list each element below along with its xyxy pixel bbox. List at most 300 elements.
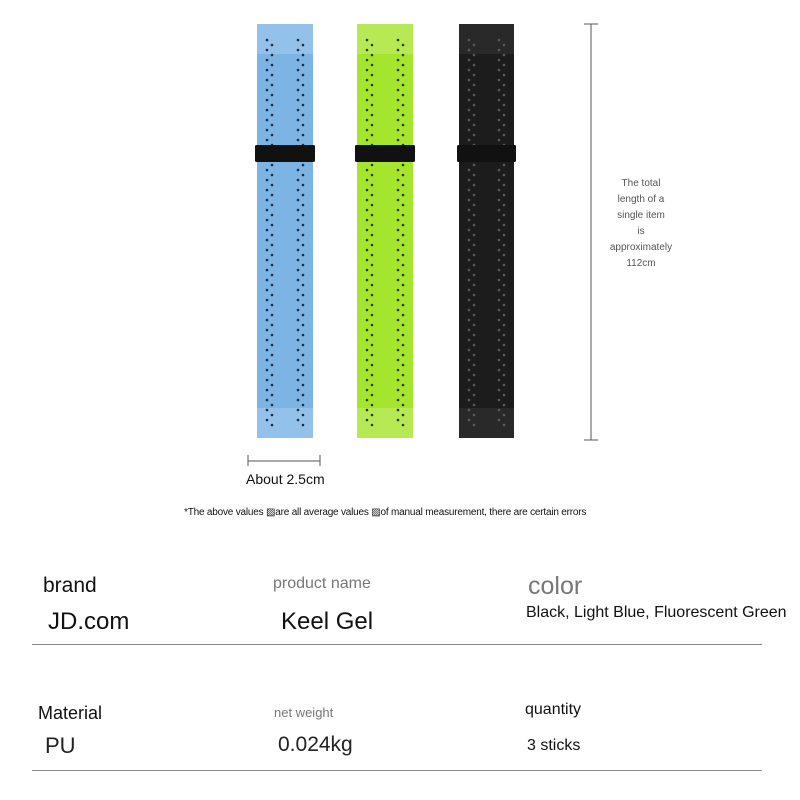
strap-perforation <box>271 264 274 267</box>
strap-perforation <box>397 309 400 312</box>
strap-perforation <box>266 299 269 302</box>
strap-perforation <box>266 419 269 422</box>
strap-perforation <box>371 54 374 57</box>
strap-perforation <box>302 94 305 97</box>
strap-perforation <box>503 354 506 357</box>
strap-perforation <box>498 339 501 342</box>
strap-perforation <box>498 49 501 52</box>
strap-perforation <box>266 199 269 202</box>
strap-perforation <box>271 404 274 407</box>
strap-perforation <box>468 379 471 382</box>
strap-perforation <box>468 399 471 402</box>
strap-perforation <box>366 179 369 182</box>
strap-perforation <box>302 224 305 227</box>
strap-perforation <box>473 134 476 137</box>
strap-perforation <box>498 379 501 382</box>
strap-perforation <box>498 69 501 72</box>
strap-perforation <box>366 219 369 222</box>
spec-divider-2 <box>32 770 762 771</box>
strap-perforation <box>397 379 400 382</box>
fluorescent-green-strap <box>355 24 415 438</box>
strap-perforation <box>371 364 374 367</box>
strap-perforation <box>473 44 476 47</box>
strap-perforation <box>271 294 274 297</box>
strap-perforation <box>468 359 471 362</box>
strap-perforation <box>503 364 506 367</box>
strap-bottom-end <box>357 408 413 438</box>
strap-perforation <box>503 124 506 127</box>
black-strap <box>457 24 516 438</box>
strap-perforation <box>266 349 269 352</box>
strap-perforation <box>371 284 374 287</box>
strap-perforation <box>473 104 476 107</box>
strap-perforation <box>498 399 501 402</box>
strap-perforation <box>371 234 374 237</box>
strap-perforation <box>468 189 471 192</box>
strap-perforation <box>302 124 305 127</box>
strap-perforation <box>266 259 269 262</box>
strap-perforation <box>366 419 369 422</box>
length-note-line: approximately <box>609 242 673 253</box>
strap-perforation <box>498 259 501 262</box>
strap-perforation <box>302 184 305 187</box>
strap-perforation <box>503 234 506 237</box>
strap-perforation <box>402 274 405 277</box>
strap-perforation <box>371 184 374 187</box>
strap-perforation <box>498 269 501 272</box>
strap-perforation <box>397 89 400 92</box>
quantity-label: quantity <box>525 701 582 718</box>
strap-top-end <box>459 24 514 54</box>
strap-perforation <box>402 54 405 57</box>
strap-perforation <box>302 114 305 117</box>
strap-perforation <box>402 264 405 267</box>
strap-perforation <box>402 244 405 247</box>
strap-perforation <box>297 269 300 272</box>
strap-perforation <box>402 94 405 97</box>
strap-perforation <box>402 174 405 177</box>
strap-perforation <box>302 244 305 247</box>
strap-fastening-band <box>457 145 516 162</box>
strap-perforation <box>503 264 506 267</box>
strap-perforation <box>503 94 506 97</box>
strap-perforation <box>366 349 369 352</box>
strap-perforation <box>266 69 269 72</box>
strap-perforation <box>366 299 369 302</box>
strap-perforation <box>468 249 471 252</box>
strap-perforation <box>468 369 471 372</box>
strap-perforation <box>468 259 471 262</box>
strap-top-end <box>357 24 413 54</box>
strap-perforation <box>366 189 369 192</box>
strap-perforation <box>302 64 305 67</box>
strap-perforation <box>366 379 369 382</box>
strap-perforation <box>498 119 501 122</box>
strap-perforation <box>397 69 400 72</box>
strap-perforation <box>371 214 374 217</box>
strap-perforation <box>503 374 506 377</box>
strap-perforation <box>468 89 471 92</box>
strap-perforation <box>366 409 369 412</box>
strap-perforation <box>297 279 300 282</box>
strap-perforation <box>473 124 476 127</box>
strap-perforation <box>498 79 501 82</box>
strap-perforation <box>473 344 476 347</box>
strap-perforation <box>473 374 476 377</box>
strap-perforation <box>366 39 369 42</box>
strap-perforation <box>503 294 506 297</box>
strap-perforation <box>473 384 476 387</box>
strap-perforation <box>473 234 476 237</box>
strap-perforation <box>473 314 476 317</box>
strap-body <box>257 24 313 438</box>
strap-perforation <box>473 194 476 197</box>
strap-perforation <box>473 334 476 337</box>
strap-perforation <box>266 179 269 182</box>
strap-perforation <box>371 134 374 137</box>
strap-bottom-end <box>459 408 514 438</box>
strap-perforation <box>271 194 274 197</box>
strap-perforation <box>498 59 501 62</box>
strap-perforation <box>402 84 405 87</box>
product-name-value: Keel Gel <box>281 608 374 635</box>
strap-perforation <box>366 49 369 52</box>
strap-perforation <box>397 129 400 132</box>
strap-perforation <box>397 259 400 262</box>
strap-perforation <box>397 199 400 202</box>
strap-perforation <box>302 264 305 267</box>
strap-perforation <box>371 414 374 417</box>
strap-perforation <box>271 274 274 277</box>
strap-perforation <box>271 44 274 47</box>
strap-perforation <box>397 249 400 252</box>
strap-perforation <box>468 349 471 352</box>
strap-perforation <box>473 224 476 227</box>
strap-perforation <box>302 404 305 407</box>
strap-perforation <box>402 44 405 47</box>
strap-perforation <box>468 269 471 272</box>
length-note-line: single item <box>617 210 665 221</box>
strap-perforation <box>503 164 506 167</box>
strap-perforation <box>271 54 274 57</box>
strap-perforation <box>473 174 476 177</box>
strap-perforation <box>498 419 501 422</box>
strap-perforation <box>302 54 305 57</box>
strap-perforation <box>498 129 501 132</box>
strap-perforation <box>503 214 506 217</box>
strap-perforation <box>468 99 471 102</box>
strap-perforation <box>498 239 501 242</box>
strap-perforation <box>468 79 471 82</box>
strap-perforation <box>473 84 476 87</box>
strap-perforation <box>302 344 305 347</box>
strap-perforation <box>302 194 305 197</box>
strap-perforation <box>371 304 374 307</box>
strap-perforation <box>366 119 369 122</box>
material-label: Material <box>38 703 103 723</box>
strap-perforation <box>397 119 400 122</box>
strap-perforation <box>271 424 274 427</box>
strap-perforation <box>297 399 300 402</box>
strap-perforation <box>297 259 300 262</box>
strap-perforation <box>468 289 471 292</box>
strap-perforation <box>397 269 400 272</box>
strap-perforation <box>266 279 269 282</box>
strap-perforation <box>503 394 506 397</box>
strap-perforation <box>397 319 400 322</box>
strap-perforation <box>371 264 374 267</box>
strap-perforation <box>397 339 400 342</box>
strap-perforation <box>266 249 269 252</box>
strap-perforation <box>402 334 405 337</box>
strap-perforation <box>503 54 506 57</box>
strap-perforation <box>297 109 300 112</box>
strap-perforation <box>271 74 274 77</box>
strap-perforation <box>302 304 305 307</box>
strap-perforation <box>402 214 405 217</box>
strap-body <box>459 24 514 438</box>
strap-perforation <box>402 344 405 347</box>
strap-perforation <box>302 384 305 387</box>
strap-perforation <box>297 359 300 362</box>
strap-perforation <box>402 114 405 117</box>
strap-perforation <box>266 89 269 92</box>
strap-perforation <box>473 364 476 367</box>
strap-perforation <box>473 94 476 97</box>
strap-perforation <box>297 409 300 412</box>
strap-perforation <box>498 279 501 282</box>
strap-perforation <box>498 139 501 142</box>
strap-fastening-band <box>255 145 315 162</box>
strap-perforation <box>473 404 476 407</box>
strap-perforation <box>297 59 300 62</box>
brand-value: JD.com <box>48 608 130 635</box>
strap-perforation <box>498 299 501 302</box>
strap-perforation <box>397 179 400 182</box>
net-weight-label: net weight <box>274 705 334 720</box>
strap-perforation <box>498 209 501 212</box>
strap-perforation <box>473 64 476 67</box>
strap-perforation <box>371 194 374 197</box>
strap-perforation <box>297 239 300 242</box>
strap-perforation <box>402 384 405 387</box>
strap-perforation <box>366 129 369 132</box>
strap-perforation <box>473 244 476 247</box>
strap-perforation <box>366 229 369 232</box>
strap-perforation <box>302 164 305 167</box>
strap-perforation <box>397 109 400 112</box>
strap-perforation <box>402 104 405 107</box>
strap-perforation <box>397 369 400 372</box>
strap-perforation <box>371 204 374 207</box>
strap-perforation <box>503 134 506 137</box>
strap-perforation <box>297 299 300 302</box>
brand-label: brand <box>43 574 97 597</box>
strap-perforation <box>402 374 405 377</box>
strap-perforation <box>397 49 400 52</box>
strap-perforation <box>266 99 269 102</box>
strap-perforation <box>266 389 269 392</box>
strap-perforation <box>503 44 506 47</box>
strap-bottom-end <box>257 408 313 438</box>
length-note-line: The total <box>621 178 661 189</box>
strap-perforation <box>297 119 300 122</box>
strap-perforation <box>366 139 369 142</box>
strap-perforation <box>468 229 471 232</box>
strap-perforation <box>371 404 374 407</box>
strap-perforation <box>271 234 274 237</box>
strap-perforation <box>473 284 476 287</box>
strap-perforation <box>503 324 506 327</box>
strap-perforation <box>266 269 269 272</box>
strap-perforation <box>302 354 305 357</box>
strap-perforation <box>371 344 374 347</box>
strap-perforation <box>266 169 269 172</box>
strap-perforation <box>302 294 305 297</box>
strap-perforation <box>297 49 300 52</box>
strap-perforation <box>473 354 476 357</box>
strap-perforation <box>473 294 476 297</box>
strap-perforation <box>498 109 501 112</box>
strap-perforation <box>302 324 305 327</box>
strap-perforation <box>266 59 269 62</box>
strap-perforation <box>498 329 501 332</box>
strap-perforation <box>302 394 305 397</box>
strap-perforation <box>468 139 471 142</box>
strap-perforation <box>503 334 506 337</box>
strap-perforation <box>503 174 506 177</box>
strap-perforation <box>271 284 274 287</box>
strap-perforation <box>371 294 374 297</box>
strap-perforation <box>402 164 405 167</box>
strap-perforation <box>402 354 405 357</box>
strap-perforation <box>402 184 405 187</box>
strap-perforation <box>297 319 300 322</box>
strap-perforation <box>371 254 374 257</box>
width-dimension-line <box>248 455 320 466</box>
strap-perforation <box>397 219 400 222</box>
strap-perforation <box>468 39 471 42</box>
strap-perforation <box>271 214 274 217</box>
strap-perforation <box>397 169 400 172</box>
strap-perforation <box>297 229 300 232</box>
strap-perforation <box>366 309 369 312</box>
spec-divider-1 <box>32 644 762 645</box>
strap-perforation <box>302 424 305 427</box>
strap-perforation <box>266 289 269 292</box>
strap-perforation <box>366 199 369 202</box>
strap-perforation <box>503 254 506 257</box>
strap-perforation <box>297 129 300 132</box>
strap-perforation <box>266 399 269 402</box>
strap-perforation <box>397 139 400 142</box>
strap-perforation <box>302 374 305 377</box>
strap-perforation <box>297 249 300 252</box>
strap-perforation <box>271 124 274 127</box>
strap-perforation <box>371 64 374 67</box>
length-note <box>605 176 677 272</box>
strap-perforation <box>302 84 305 87</box>
strap-perforation <box>266 319 269 322</box>
strap-perforation <box>297 379 300 382</box>
strap-perforation <box>371 244 374 247</box>
strap-perforation <box>371 114 374 117</box>
strap-perforation <box>371 384 374 387</box>
strap-perforation <box>266 109 269 112</box>
strap-perforation <box>302 214 305 217</box>
strap-perforation <box>473 164 476 167</box>
strap-perforation <box>366 239 369 242</box>
strap-perforation <box>468 109 471 112</box>
strap-perforation <box>371 354 374 357</box>
strap-perforation <box>371 334 374 337</box>
strap-perforation <box>297 179 300 182</box>
strap-perforation <box>271 94 274 97</box>
strap-perforation <box>468 69 471 72</box>
strap-perforation <box>402 194 405 197</box>
strap-perforation <box>371 224 374 227</box>
strap-perforation <box>371 124 374 127</box>
strap-perforation <box>371 324 374 327</box>
strap-perforation <box>371 274 374 277</box>
strap-perforation <box>297 419 300 422</box>
strap-perforation <box>503 414 506 417</box>
strap-perforation <box>271 184 274 187</box>
width-label: About 2.5cm <box>246 471 325 487</box>
strap-perforation <box>271 104 274 107</box>
strap-perforation <box>266 219 269 222</box>
strap-perforation <box>503 284 506 287</box>
strap-perforation <box>503 114 506 117</box>
strap-perforation <box>498 169 501 172</box>
strap-perforation <box>473 254 476 257</box>
strap-perforation <box>271 334 274 337</box>
length-note-line: length of a <box>617 194 665 205</box>
strap-perforation <box>402 234 405 237</box>
strap-perforation <box>402 294 405 297</box>
strap-perforation <box>366 369 369 372</box>
length-note-line: is <box>637 226 645 237</box>
strap-perforation <box>271 324 274 327</box>
strap-perforation <box>266 309 269 312</box>
length-dimension-line <box>584 24 598 440</box>
strap-perforation <box>302 74 305 77</box>
strap-perforation <box>498 349 501 352</box>
strap-perforation <box>468 129 471 132</box>
strap-perforation <box>498 189 501 192</box>
strap-perforation <box>468 329 471 332</box>
product-name-label: product name <box>273 575 371 592</box>
strap-perforation <box>397 359 400 362</box>
strap-perforation <box>297 329 300 332</box>
strap-perforation <box>402 284 405 287</box>
strap-perforation <box>297 349 300 352</box>
strap-perforation <box>473 324 476 327</box>
strap-perforation <box>503 184 506 187</box>
strap-perforation <box>397 409 400 412</box>
strap-perforation <box>498 229 501 232</box>
strap-perforation <box>503 274 506 277</box>
strap-perforation <box>397 289 400 292</box>
strap-perforation <box>397 39 400 42</box>
strap-perforation <box>302 234 305 237</box>
strap-perforation <box>366 339 369 342</box>
strap-perforation <box>297 169 300 172</box>
strap-perforation <box>302 334 305 337</box>
strap-perforation <box>397 209 400 212</box>
strap-perforation <box>498 309 501 312</box>
strap-perforation <box>503 74 506 77</box>
